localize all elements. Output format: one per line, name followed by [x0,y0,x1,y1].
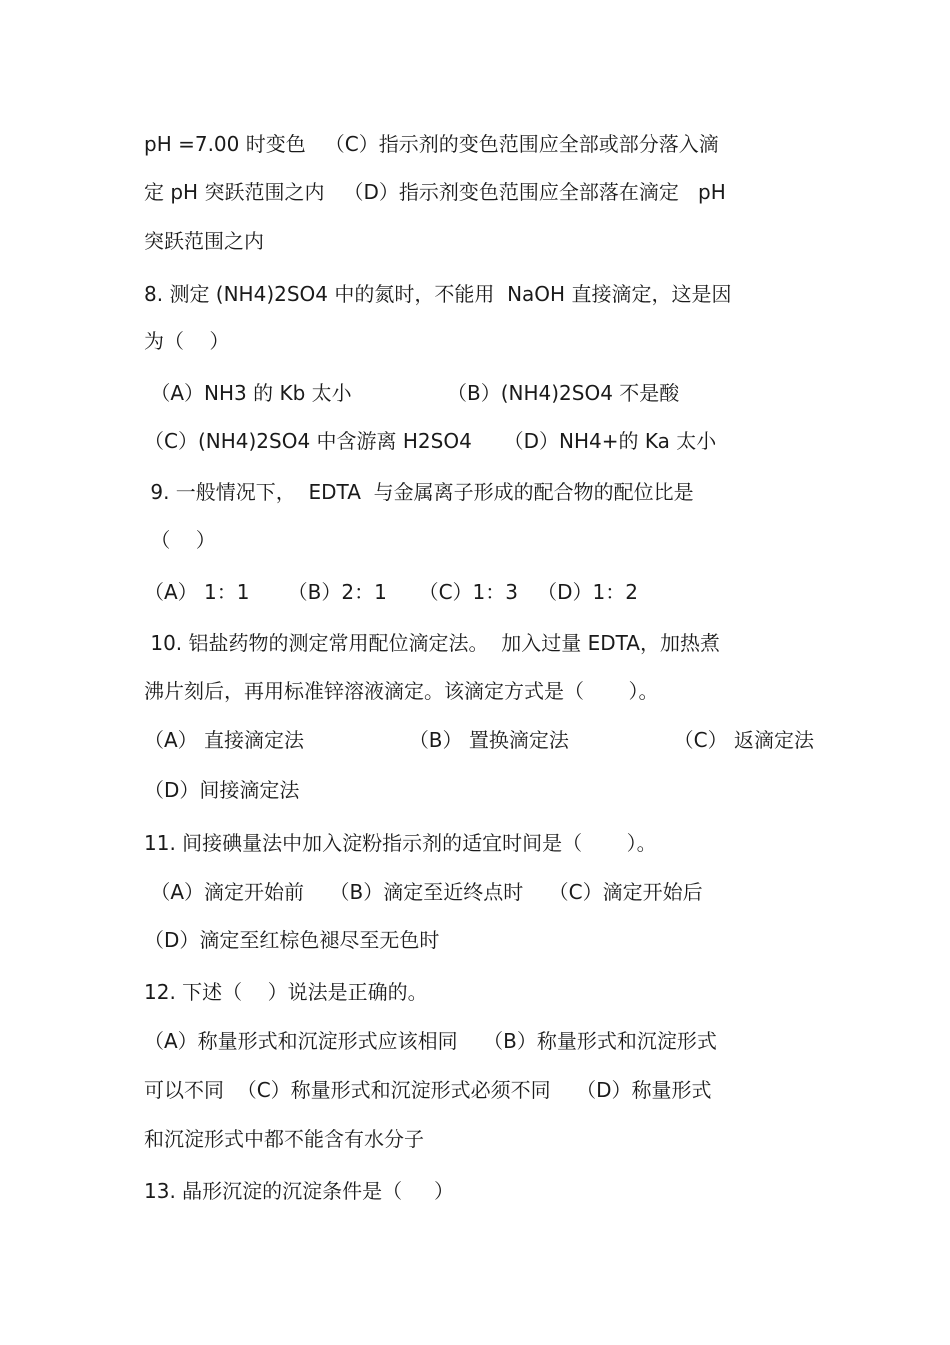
text-line-q7-option-d: 定 pH 突跃范围之内 （D）指示剂变色范围应全部落在滴定 pH [144,180,726,204]
text-line-q7-continued: 突跃范围之内 [144,229,264,253]
question-10-options-abc [144,725,814,755]
question-11-options-abc: （A）滴定开始前 （B）滴定至近终点时 （C）滴定开始后 [144,880,703,904]
question-10: 10. 铝盐药物的测定常用配位滴定法。 加入过量 EDTA，加热煮 [144,631,720,655]
question-9: 9. 一般情况下， EDTA 与金属离子形成的配合物的配位比是 [144,480,694,504]
option-a: （A） 直接滴定法 [144,728,305,752]
question-13: 13. 晶形沉淀的沉淀条件是（ ） [144,1179,454,1203]
question-8-blank: 为（ ） [144,329,230,353]
question-8: 8. 测定 (NH4)2SO4 中的氮时，不能用 NaOH 直接滴定，这是因 [144,282,732,306]
option-c: （C） 返滴定法 [673,728,814,752]
question-12-options-bc: 可以不同 （C）称量形式和沉淀形式必须不同 （D）称量形式 [144,1078,712,1102]
question-10-option-d: （D）间接滴定法 [144,778,300,802]
question-10-continued: 沸片刻后，再用标准锌溶液滴定。该滴定方式是（ ）。 [144,679,659,703]
question-8-options-ab: （A）NH3 的 Kb 太小 （B）(NH4)2SO4 不是酸 [144,381,680,405]
question-12: 12. 下述（ ）说法是正确的。 [144,980,428,1004]
text-line-q7-option-c: pH =7.00 时变色 （C）指示剂的变色范围应全部或部分落入滴 [144,132,719,156]
question-9-options: （A） 1：1 （B）2：1 （C）1：3 （D）1：2 [144,580,638,604]
question-8-options-cd: （C）(NH4)2SO4 中含游离 H2SO4 （D）NH4+的 Ka 太小 [144,429,717,453]
question-11: 11. 间接碘量法中加入淀粉指示剂的适宜时间是（ ）。 [144,831,657,855]
question-11-option-d: （D）滴定至红棕色褪尽至无色时 [144,928,440,952]
question-12-option-d: 和沉淀形式中都不能含有水分子 [144,1127,424,1151]
question-12-options-a: （A）称量形式和沉淀形式应该相同 （B）称量形式和沉淀形式 [144,1029,717,1053]
question-9-blank: （ ） [144,528,216,552]
option-b: （B） 置换滴定法 [408,728,569,752]
